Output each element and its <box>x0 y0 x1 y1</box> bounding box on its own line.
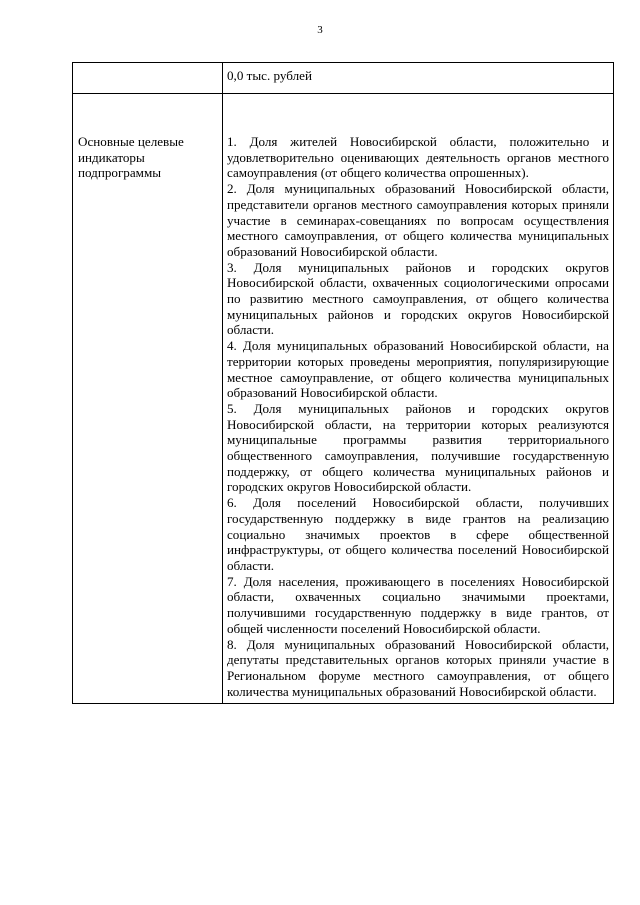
indicators-list-cell <box>223 94 614 704</box>
funding-row-label-cell <box>73 63 223 94</box>
indicator-item-2: 2. Доля муниципальных образований Новосибирской области, представители органов местного самоуправления которых приняли участие в семинарах-совещаниях по вопросам осуществления местного самоуправления, от общего количества муниципальных образований Новосибирской области. <box>227 181 609 259</box>
funding-row-label <box>73 63 222 68</box>
indicator-item-3: 3. Доля муниципальных районов и городских округов Новосибирской области, охваченных социологическими опросами по развитию местного самоуправления, от общего количества муниципальных районов и городских округов Новосибирской области. <box>227 259 609 338</box>
program-passport-table <box>72 62 614 704</box>
funding-amount: 0,0 тыс. рублей <box>227 68 312 83</box>
indicator-item-8: 8. Доля муниципальных образований Новосибирской области, депутаты представительных органов которых приняли участие в Региональном форуме местного самоуправления, от общего количества муниципальных образований Новосибирской области. <box>227 636 609 699</box>
indicators-row <box>73 94 614 704</box>
funding-row-value-cell <box>223 63 614 94</box>
indicator-item-5: 5. Доля муниципальных районов и городских округов Новосибирской области, на территории которых реализуются муниципальные программы развития территориального общественного самоуправления, получившие государственную поддержку, от общего количества муниципальных районов и городских округов Новосибирской области. <box>227 400 609 495</box>
indicators-label-cell <box>73 94 223 704</box>
indicators-list <box>223 94 613 703</box>
indicator-item-6: 6. Доля поселений Новосибирской области, получивших государственную поддержку в виде грантов на реализацию социально значимых проектов в сфере общественной инфраструктуры, от общего количества поселений Новосибирской области. <box>227 495 609 573</box>
page-number: 3 <box>317 24 323 36</box>
indicator-item-1: 1. Доля жителей Новосибирской области, положительно и удовлетворительно оценивающих деятельность органов местного самоуправления (от общего количества опрошенных). <box>227 134 609 181</box>
funding-row <box>73 63 614 94</box>
indicator-item-7: 7. Доля населения, проживающего в поселениях Новосибирской области, охваченных социально значимыми проектами, получившими государственную поддержку в виде грантов, от общей численности поселений Новосибирской области. <box>227 573 609 636</box>
indicators-label: Основные целевые индикаторы подпрограммы <box>78 134 184 181</box>
indicator-item-4: 4. Доля муниципальных образований Новосибирской области, на территории которых проведены мероприятия, популяризирующие местное самоуправление, от общего количества муниципальных образований Новосибирской области. <box>227 338 609 401</box>
